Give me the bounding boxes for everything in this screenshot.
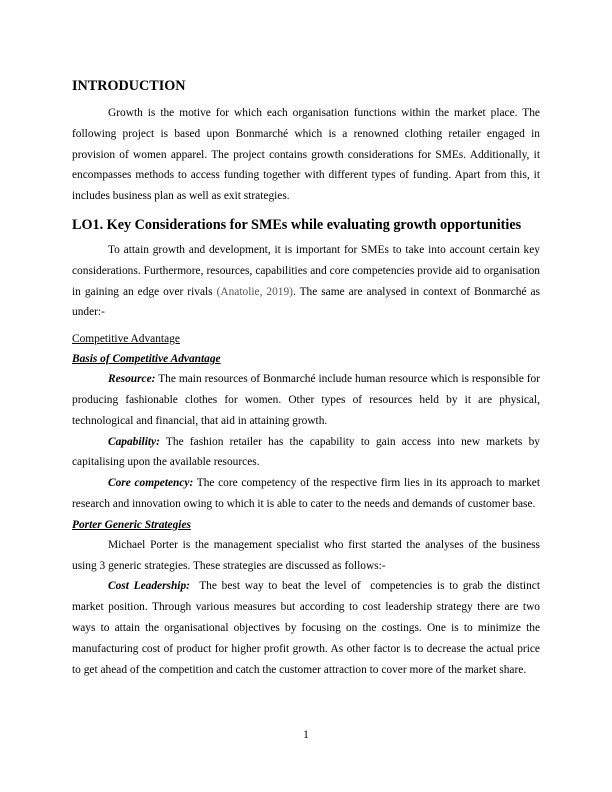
competitive-advantage-heading: Competitive Advantage xyxy=(72,333,180,346)
porter-intro-paragraph: Michael Porter is the management specialist who first started the analyses of the business using 3 generic strategies. These strategies are discussed as follows:- xyxy=(72,538,540,572)
lo1-paragraph xyxy=(72,240,540,323)
core-competency-term: Core competency: xyxy=(108,477,194,490)
cost-leadership-text: The best way to beat the level of competencies is to grab the distinct market position. Through various measures but according to cost leadership strategy there are two ways to attain the organisational objectives by focusing on the costings. One is to minimize the manufacturing cost of product for higher profit growth. As other factor is to decrease the actual price to get ahead of the competition and catch the customer attraction to cover more of the market share. xyxy=(72,580,543,676)
core-competency-paragraph xyxy=(72,473,540,515)
capability-paragraph xyxy=(72,432,540,474)
resource-term: Resource: xyxy=(108,373,156,386)
basis-heading: Basis of Competitive Advantage xyxy=(72,353,221,366)
lo1-text-before: To attain growth and development, it is important for SMEs to take into account certain key considerations. Furthermore, resources, capabilities and core competencies provide aid to organisation in gaining an edge over rivals xyxy=(72,243,540,298)
resource-text: The main resources of Bonmarché include human resource which is responsible for producing fashionable clothes for women. Other types of resources held by it are physical, technological and financial, that aid in attaining growth. xyxy=(72,373,540,427)
cost-leadership-paragraph xyxy=(72,576,543,680)
introduction-paragraph: Growth is the motive for which each organisation functions within the market place. The following project is based upon Bonmarché which is a renowned clothing retailer engaged in provision of women apparel. The project contains growth considerations for SMEs. Additionally, it encompasses methods to access funding together with different types of funding. Apart from this, it includes business plan as well as exit strategies. xyxy=(72,107,540,203)
cost-leadership-term: Cost Leadership: xyxy=(108,580,190,593)
core-competency-text: The core competency of the respective firm lies in its approach to market research and innovation owing to which it is able to cater to the needs and demands of customer base. xyxy=(72,477,540,510)
introduction-heading: INTRODUCTION xyxy=(72,78,186,94)
capability-term: Capability: xyxy=(108,435,160,448)
porter-heading: Porter Generic Strategies xyxy=(72,518,191,531)
document-page xyxy=(72,76,543,680)
resource-paragraph xyxy=(72,369,540,431)
capability-text: The fashion retailer has the capability to gain access into new markets by capitalising upon the available resources. xyxy=(72,435,540,469)
page-number: 1 xyxy=(303,729,309,741)
lo1-text-after: . The same are analysed in context of Bonmarché as under:- xyxy=(72,285,540,319)
lo1-heading: LO1. Key Considerations for SMEs while evaluating growth opportunities xyxy=(72,216,522,233)
citation: (Anatolie, 2019) xyxy=(216,285,293,298)
